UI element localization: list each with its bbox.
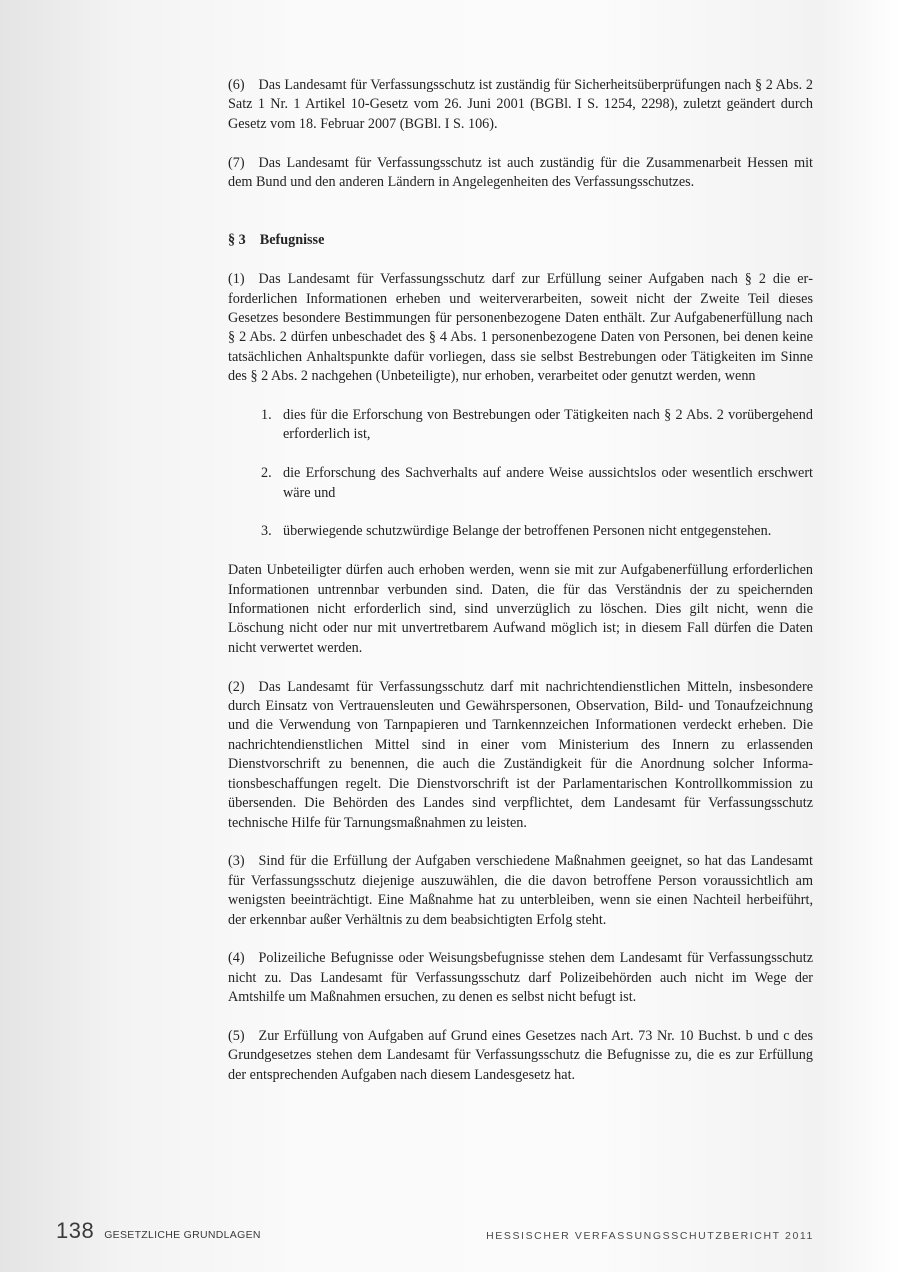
paragraph-text: Das Landesamt für Verfassungsschutz darf zur Erfüllung seiner Aufgaben nach § 2 die erforderlichen Informationen erheben und weiterverarbeiten, soweit nicht der Zweite Teil dieses Gesetzes besondere Bestimmungen für personenbezogene Daten enthält. Zur Aufgabenerfüllung nach § 2 Abs. 2 dürfen unbeschadet des § 4 Abs. 1 personenbezogene Daten von Personen, bei denen keine tatsächlichen Anhaltspunkte dafür vorliegen, dass sie selbst Bestrebungen oder Tätigkeiten im Sinne des § 2 Abs. 2 nachgehen (Unbeteiligte), nur erhoben, verarbeitet oder genutzt werden, wenn xyxy=(228,271,813,385)
list-item-number: 3. xyxy=(261,523,272,540)
list-item-number: 2. xyxy=(261,465,272,482)
paragraph-number: (3) xyxy=(228,853,245,870)
paragraph-text: Das Landesamt für Verfassungsschutz ist zuständig für Sicherheitsüberprüfungen nach § 2 Abs. 2 Satz 1 Nr. 1 Artikel 10-Gesetz vom 26. Juni 2001 (BGBl. I S. 1254, 2298), zuletzt geändert durch Gesetz vom 18. Februar 2007 (BGBl. I S. 106). xyxy=(228,77,813,132)
paragraph-text: Das Landesamt für Verfassungsschutz darf mit nachrichtendienstlichen Mitteln, insbesondere durch Einsatz von Vertrauensleuten und Gewährspersonen, Observation, Bild- und Tonaufzeichnung und die Verwendung von Tarnpapieren und Tarnkennzeichen Informationen verdeckt erheben. Die nachrichtendienstlichen Mittel sind in einer vom Ministerium des Innern zu erlassenden Dienstvorschrift zu benennen, die auch die Zuständigkeit für die Anordnung solcher Informationsbeschaffungen regelt. Die Dienstvorschrift ist der Parlamentarischen Kontrollkommission zu übersenden. Die Behörden des Landes sind verpflichtet, dem Landesamt für Verfassungsschutz technische Hilfe für Tarnungsmaßnahmen zu leisten. xyxy=(228,678,813,831)
list-item-number: 1. xyxy=(261,407,272,424)
paragraph-text: Das Landesamt für Verfassungsschutz ist auch zuständig für die Zusammenarbeit Hessen mit dem Bund und den anderen Ländern in Angelegenheiten des Verfassungsschutzes. xyxy=(228,154,813,191)
footer-section-label: GESETZLICHE GRUNDLAGEN xyxy=(104,1229,261,1241)
page-number: 138 xyxy=(56,1218,95,1243)
paragraph-2 xyxy=(228,678,813,833)
section-title: Befugnisse xyxy=(259,232,325,249)
paragraph-5 xyxy=(228,1027,813,1085)
paragraph-number: (7) xyxy=(228,154,245,171)
list-item xyxy=(228,464,813,503)
paragraph-1-continuation: Daten Unbeteiligter dürfen auch erhoben werden, wenn sie mit zur Aufgabenerfüllung erforderlichen Informationen untrennbar verbunden sind. Daten, die für das Verständnis der zu speichernden Informationen nicht erforderlich sind, sind unverzüglich zu löschen. Dies gilt nicht, wenn die Löschung nicht oder nur mit unvertretbarem Aufwand möglich ist; in diesem Fall dürfen die Daten nicht verwertet werden. xyxy=(228,562,813,656)
paragraph-4 xyxy=(228,949,813,1007)
list-item-text: dies für die Erforschung von Bestrebungen oder Tätigkeiten nach § 2 Abs. 2 vorübergehend erforderlich ist, xyxy=(283,407,813,443)
paragraph-7 xyxy=(228,154,813,193)
paragraph-1 xyxy=(228,270,813,386)
paragraph-3 xyxy=(228,852,813,930)
paragraph-text: Sind für die Erfüllung der Aufgaben verschiedene Maßnahmen geeignet, so hat das Landesamt für Verfassungsschutz diejenige auszuwählen, die die davon betroffene Person voraussichtlich am wenigsten beeinträchtigt. Eine Maßnahme hat zu unterbleiben, wenn sie einen Nachteil herbeiführt, der erkennbar außer Verhältnis zu dem beabsichtigten Erfolg steht. xyxy=(228,853,813,928)
section-heading xyxy=(228,231,813,250)
footer-publication-title: HESSISCHER VERFASSUNGSSCHUTZBERICHT 2011 xyxy=(486,1230,814,1242)
paragraph-number: (6) xyxy=(228,77,245,93)
paragraph-number: (4) xyxy=(228,950,245,967)
paragraph-number: (5) xyxy=(228,1027,245,1044)
paragraph-number: (1) xyxy=(228,271,245,288)
section-number: § 3 xyxy=(228,232,246,249)
paragraph-6 xyxy=(228,76,813,134)
list-item-text: überwiegende schutzwürdige Belange der betroffenen Personen nicht entgegenstehen. xyxy=(283,523,772,540)
page-footer-left xyxy=(56,1218,261,1244)
condition-list xyxy=(228,406,813,542)
paragraph-text: Zur Erfüllung von Aufgaben auf Grund eines Gesetzes nach Art. 73 Nr. 10 Buchst. b und c des Grundgesetzes stehen dem Landesamt für Verfassungsschutz die Befugnisse zu, die es zur Erfüllung der entsprechenden Aufgaben nach diesem Landesgesetz hat. xyxy=(228,1027,813,1083)
list-item xyxy=(228,406,813,445)
paragraph-text: Polizeiliche Befugnisse oder Weisungsbefugnisse stehen dem Landesamt für Verfassungsschutz nicht zu. Das Landesamt für Verfassungsschutz darf Polizeibehörden auch nicht im Wege der Amtshilfe um Maßnahmen ersuchen, zu denen es selbst nicht befugt ist. xyxy=(228,950,813,1006)
document-body xyxy=(228,76,813,1105)
paragraph-number: (2) xyxy=(228,678,245,695)
list-item-text: die Erforschung des Sachverhalts auf andere Weise aussichtslos oder wesentlich erschwert wäre und xyxy=(283,465,813,501)
list-item xyxy=(228,522,813,541)
